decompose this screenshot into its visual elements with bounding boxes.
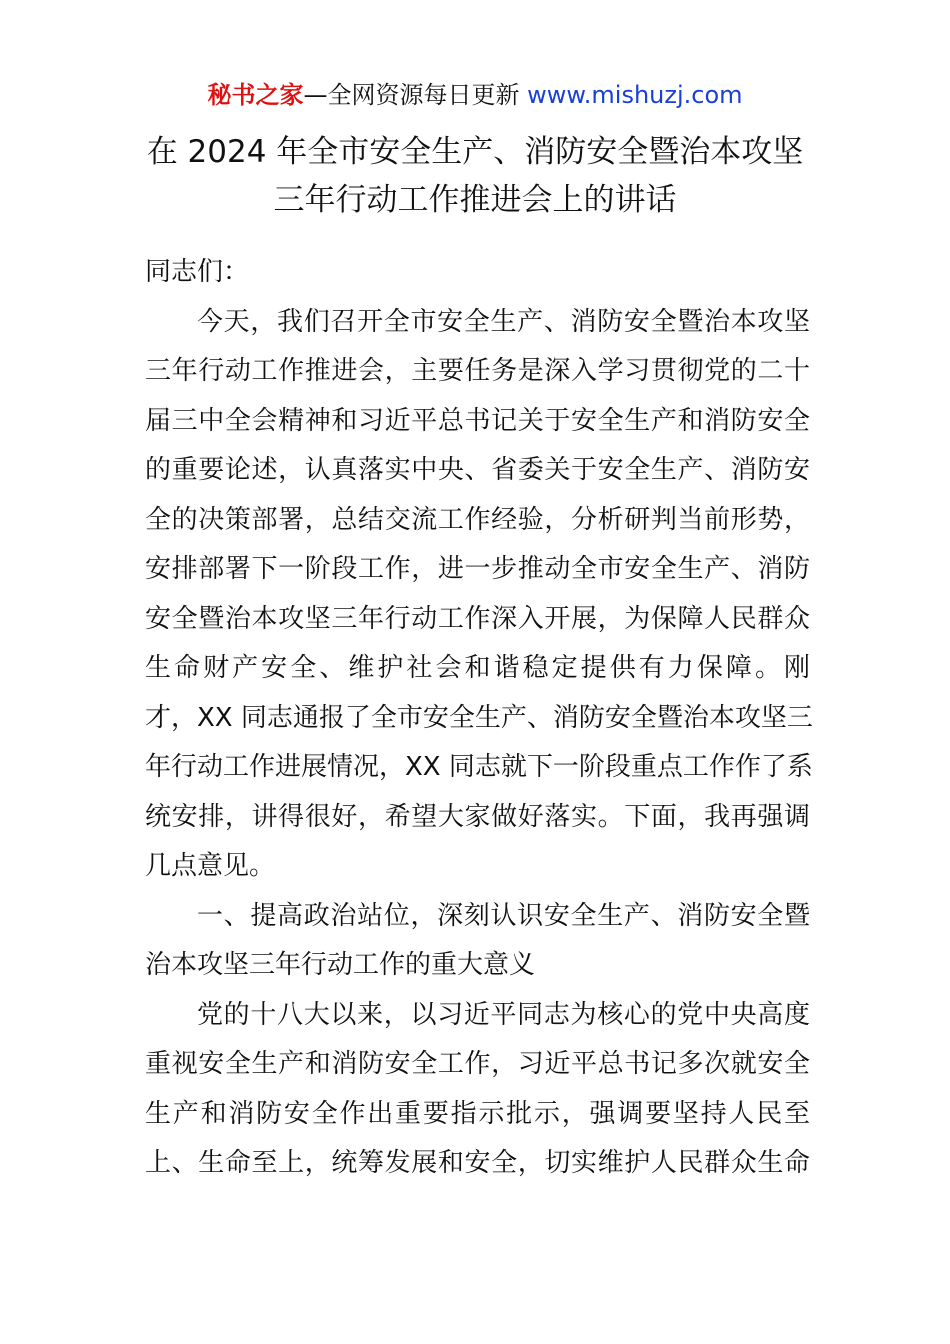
paragraph-line: 才，XX 同志通报了全市安全生产、消防安全暨治本攻坚三 [145,702,813,733]
paragraph-line: 安全暨治本攻坚三年行动工作深入开展，为保障人民群众 [145,603,810,634]
paragraph-line: 统安排，讲得很好，希望大家做好落实。下面，我再强调 [145,801,810,832]
paragraph-line: 安排部署下一阶段工作，进一步推动全市安全生产、消防 [145,554,810,584]
paragraph-line: 今天，我们召开全市安全生产、消防安全暨治本攻坚 [197,306,810,337]
paragraph-line: 党的十八大以来，以习近平同志为核心的党中央高度 [197,999,810,1030]
paragraph-line: 生产和消防安全作出重要指示批示，强调要坚持人民至 [145,1098,810,1129]
paragraph-line: 年行动工作进展情况，XX 同志就下一阶段重点工作作了系 [145,752,813,782]
paragraph-line: 届三中全会精神和习近平总书记关于安全生产和消防安全 [145,405,810,436]
paragraph-line: 生命财产安全、维护社会和谐稳定提供有力保障。刚 [145,653,810,683]
paragraph-line: 重视安全生产和消防安全工作，习近平总书记多次就安全 [145,1049,810,1079]
paragraph-line: 上、生命至上，统筹发展和安全，切实维护人民群众生命 [145,1148,810,1178]
salutation: 同志们： [145,257,250,287]
title-line-2: 三年行动工作推进会上的讲话 [273,182,677,218]
section-heading-line: 治本攻坚三年行动工作的重大意义 [145,950,536,980]
title-line-1: 在 2024 年全市安全生产、消防安全暨治本攻坚 [146,134,804,170]
site-banner [0,78,950,112]
paragraph-line: 几点意见。 [145,851,276,881]
document-body [145,248,813,1189]
document-title [100,128,850,224]
paragraph-line: 的重要论述，认真落实中央、省委关于安全生产、消防安 [145,455,810,485]
paragraph-line: 全的决策部署，总结交流工作经验，分析研判当前形势， [145,504,810,535]
banner-tagline: —全网资源每日更新 [303,81,528,109]
brand-name: 秘书之家 [207,81,304,109]
paragraph-line: 三年行动工作推进会，主要任务是深入学习贯彻党的二十 [145,356,810,386]
site-url-link[interactable]: www.mishuzj.com [527,81,743,109]
section-heading-line: 一、提高政治站位，深刻认识安全生产、消防安全暨 [197,900,810,931]
